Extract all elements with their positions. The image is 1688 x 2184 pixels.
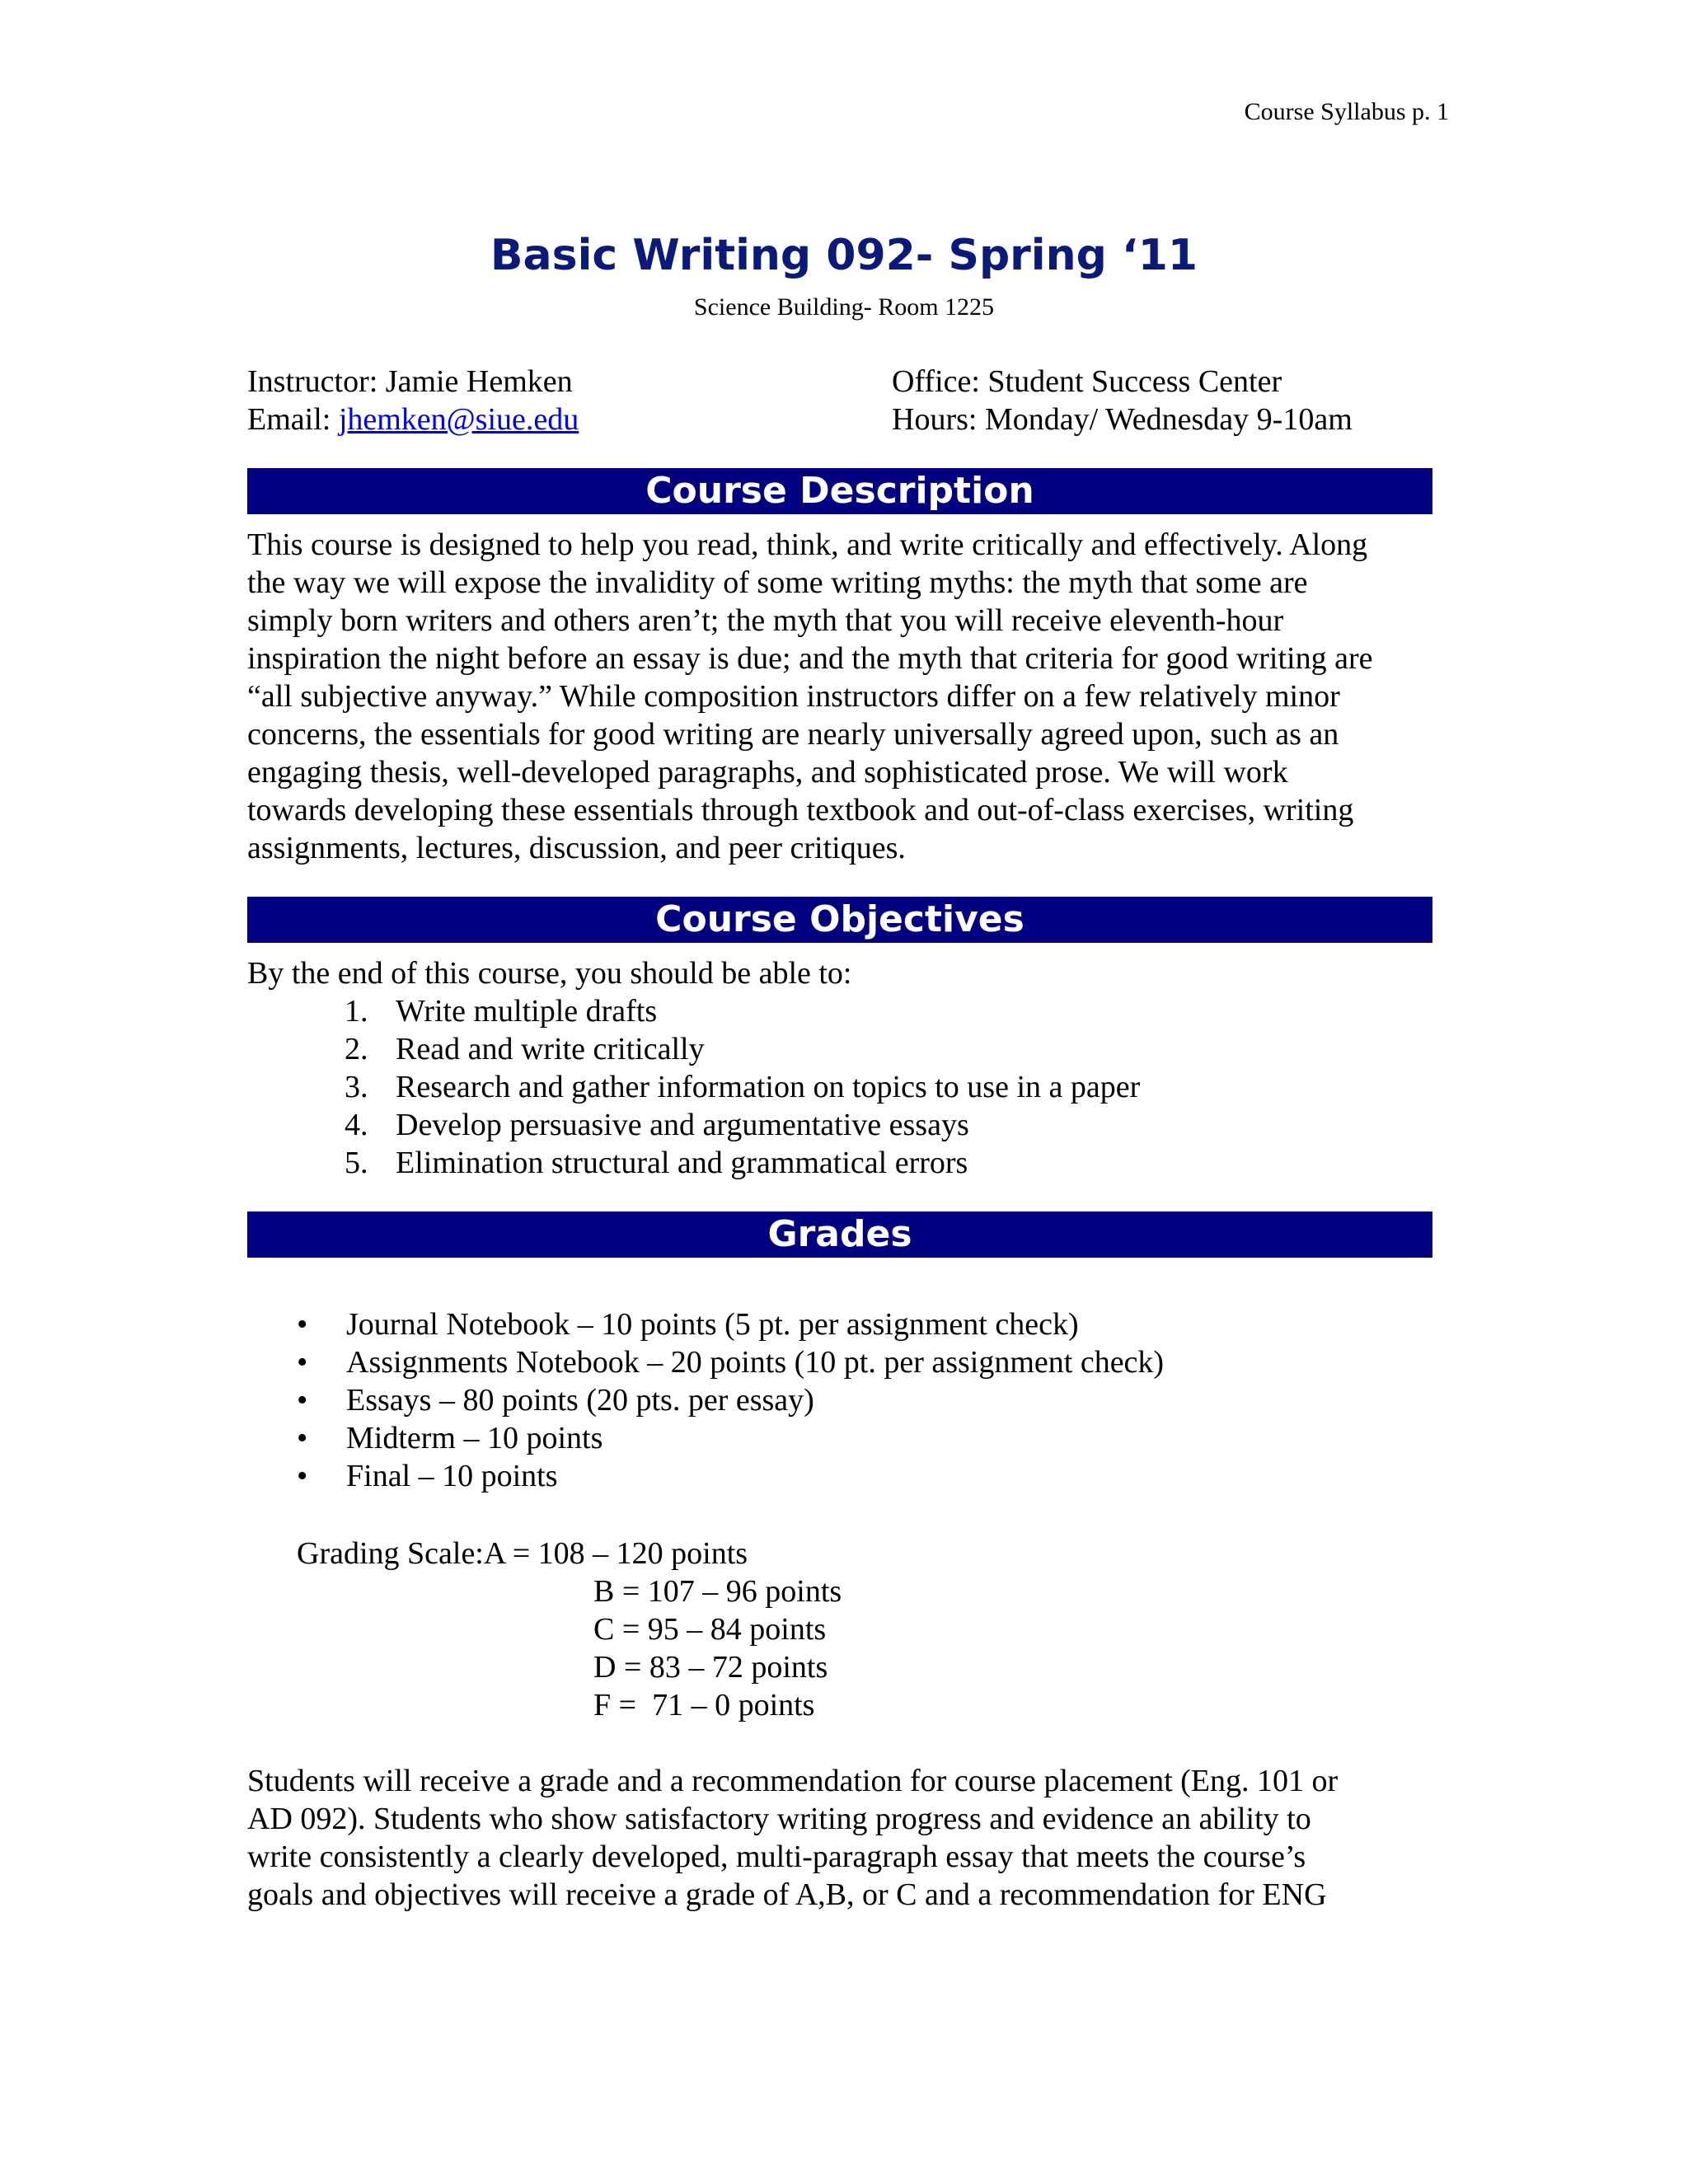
course-description-text [247, 526, 1434, 867]
office-info [892, 363, 1353, 438]
grading-scale-row: F = 71 – 0 points [593, 1688, 815, 1722]
bullet-icon: • [297, 1383, 308, 1418]
instructor-info [247, 363, 579, 438]
bullet-icon: • [297, 1345, 308, 1380]
closing-paragraph [247, 1762, 1434, 1914]
list-item: 2. Read and write critically [345, 1032, 705, 1066]
closing-line: goals and objectives will receive a grade of A,B, or C and a recommendation for ENG [247, 1877, 1327, 1912]
grading-scale-row: D = 83 – 72 points [593, 1650, 828, 1685]
office-location: Office: Student Success Center [892, 364, 1282, 399]
list-item: • Journal Notebook – 10 points (5 pt. per assignment check) [297, 1307, 1079, 1342]
list-item: • Final – 10 points [297, 1459, 558, 1493]
list-item: • Midterm – 10 points [297, 1421, 603, 1455]
grades-list [247, 1305, 1164, 1495]
description-line: towards developing these essentials through textbook and out-of-class exercises, writing [247, 793, 1354, 827]
description-line: assignments, lectures, discussion, and peer critiques. [247, 831, 906, 865]
course-location: Science Building- Room 1225 [693, 293, 995, 321]
grading-scale-label: Grading Scale: [297, 1536, 484, 1571]
course-objectives-heading: Course Objectives [247, 897, 1432, 943]
list-item: 4. Develop persuasive and argumentative essays [345, 1108, 969, 1142]
closing-line: write consistently a clearly developed, multi-paragraph essay that meets the course’s [247, 1840, 1306, 1874]
closing-line: Students will receive a grade and a recommendation for course placement (Eng. 101 or [247, 1764, 1339, 1798]
grading-scale-row: B = 107 – 96 points [593, 1574, 842, 1609]
email-label: Email: [247, 402, 339, 437]
office-hours: Hours: Monday/ Wednesday 9-10am [892, 402, 1353, 437]
email-line [247, 401, 579, 438]
description-line: This course is designed to help you read, think, and write critically and effectively. Along [247, 527, 1368, 562]
bullet-icon: • [297, 1421, 308, 1455]
list-item: • Essays – 80 points (20 pts. per essay) [297, 1383, 814, 1418]
bullet-icon: • [297, 1307, 308, 1342]
grading-scale-row: Grading Scale:A = 108 – 120 points [297, 1536, 748, 1571]
description-line: “all subjective anyway.” While composition instructors differ on a few relatively minor [247, 679, 1340, 714]
objectives-list [247, 992, 1140, 1182]
course-description-heading: Course Description [247, 468, 1432, 514]
list-item: 1. Write multiple drafts [345, 994, 658, 1029]
description-line: concerns, the essentials for good writing are nearly universally agreed upon, such as an [247, 717, 1339, 752]
bullet-icon: • [297, 1459, 308, 1493]
grading-scale-row: C = 95 – 84 points [593, 1612, 827, 1647]
list-item: 3. Research and gather information on topics to use in a paper [345, 1070, 1141, 1104]
list-item: • Assignments Notebook – 20 points (10 pt. per assignment check) [297, 1345, 1165, 1380]
description-line: the way we will expose the invalidity of some writing myths: the myth that some are [247, 565, 1308, 600]
objectives-intro: By the end of this course, you should be able to: [247, 956, 852, 991]
description-line: inspiration the night before an essay is due; and the myth that criteria for good writing are [247, 641, 1373, 676]
list-item: 5. Elimination structural and grammatical errors [345, 1146, 968, 1180]
grades-heading: Grades [247, 1212, 1432, 1258]
running-head: Course Syllabus p. 1 [1244, 98, 1449, 125]
closing-line: AD 092). Students who show satisfactory writing progress and evidence an ability to [247, 1802, 1311, 1836]
email-link[interactable]: jhemken@siue.edu [338, 402, 579, 437]
course-title: Basic Writing 092- Spring ‘11 [490, 231, 1198, 280]
description-line: simply born writers and others aren’t; the myth that you will receive eleventh-hour [247, 603, 1284, 638]
description-line: engaging thesis, well-developed paragraphs, and sophisticated prose. We will work [247, 755, 1288, 790]
instructor-name: Instructor: Jamie Hemken [247, 364, 573, 399]
grading-scale [297, 1535, 842, 1724]
